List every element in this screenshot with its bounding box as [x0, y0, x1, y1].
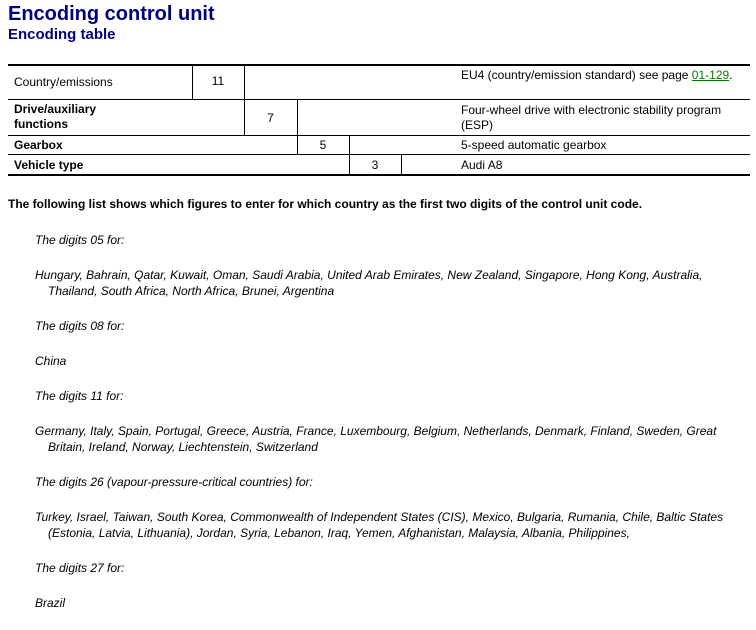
description-end: .: [729, 68, 733, 82]
digit-group-countries: Hungary, Bahrain, Qatar, Kuwait, Oman, Saudi Arabia, United Arab Emirates, New Zealand, Singapore, Hong Kong, Australia, Thailand, South Africa, North Africa, Brunei, Argentina: [35, 268, 703, 298]
table-cell-divider: [401, 154, 402, 174]
digit-group-countries: Germany, Italy, Spain, Portugal, Greece, Austria, France, Luxembourg, Belgium, Netherlands, Denmark, Finland, Sweden, Great Britain, Ireland, Norway, Liechtenstein, Switzerland: [35, 424, 717, 454]
digit-group-countries: Brazil: [35, 596, 66, 610]
table-rule: [8, 99, 750, 100]
table-row-label: Vehicle type: [14, 158, 84, 172]
table-row-description: 5-speed automatic gearbox: [461, 138, 607, 152]
digit-group-countries: China: [35, 354, 67, 368]
table-cell-divider: [244, 64, 245, 99]
intro-paragraph: The following list shows which figures to enter for which country as the first two digits of the control unit code.: [8, 197, 643, 211]
table-row-description: Audi A8: [461, 158, 503, 172]
table-row-label: Country/emissions: [14, 75, 113, 89]
table-rule: [8, 135, 750, 136]
encoding-table: [8, 64, 750, 176]
table-cell-divider: [297, 99, 298, 135]
table-row-label: Drive/auxiliary functions: [14, 102, 97, 131]
page-reference-link[interactable]: 01-129: [691, 68, 730, 82]
digit-group-heading: The digits 08 for:: [35, 319, 125, 333]
table-rule: [8, 174, 750, 176]
page-title: Encoding control unit: [8, 3, 215, 25]
digit-groups: [35, 232, 751, 630]
digit-group-heading: The digits 27 for:: [35, 561, 125, 575]
table-row-value: 11: [211, 74, 225, 88]
table-row-description: [461, 68, 746, 83]
description-text: EU4 (country/emission standard) see page: [461, 68, 692, 82]
digit-group-heading: The digits 26 (vapour-pressure-critical countries) for:: [35, 475, 313, 489]
digit-group-heading: The digits 05 for:: [35, 233, 125, 247]
table-cell-divider: [349, 135, 350, 154]
page-subtitle: Encoding table: [8, 26, 116, 43]
table-rule: [8, 64, 750, 66]
table-row-value: 5: [319, 138, 327, 152]
table-row-value: 3: [371, 158, 379, 172]
digit-group-countries: Turkey, Israel, Taiwan, South Korea, Commonwealth of Independent States (CIS), Mexico, Bulgaria, Rumania, Chile, Baltic States (Estonia, Latvia, Lithuania), Jordan, Syria, Lebanon, Iraq, Yemen, Afghanistan, Malaysia, Albania, Philippines,: [35, 510, 724, 540]
table-row-label: Gearbox: [14, 138, 63, 152]
table-row-description: Four-wheel drive with electronic stability program (ESP): [461, 103, 722, 132]
table-row-value: 7: [267, 111, 274, 125]
digit-group-heading: The digits 11 for:: [35, 389, 124, 403]
table-rule: [8, 154, 750, 155]
